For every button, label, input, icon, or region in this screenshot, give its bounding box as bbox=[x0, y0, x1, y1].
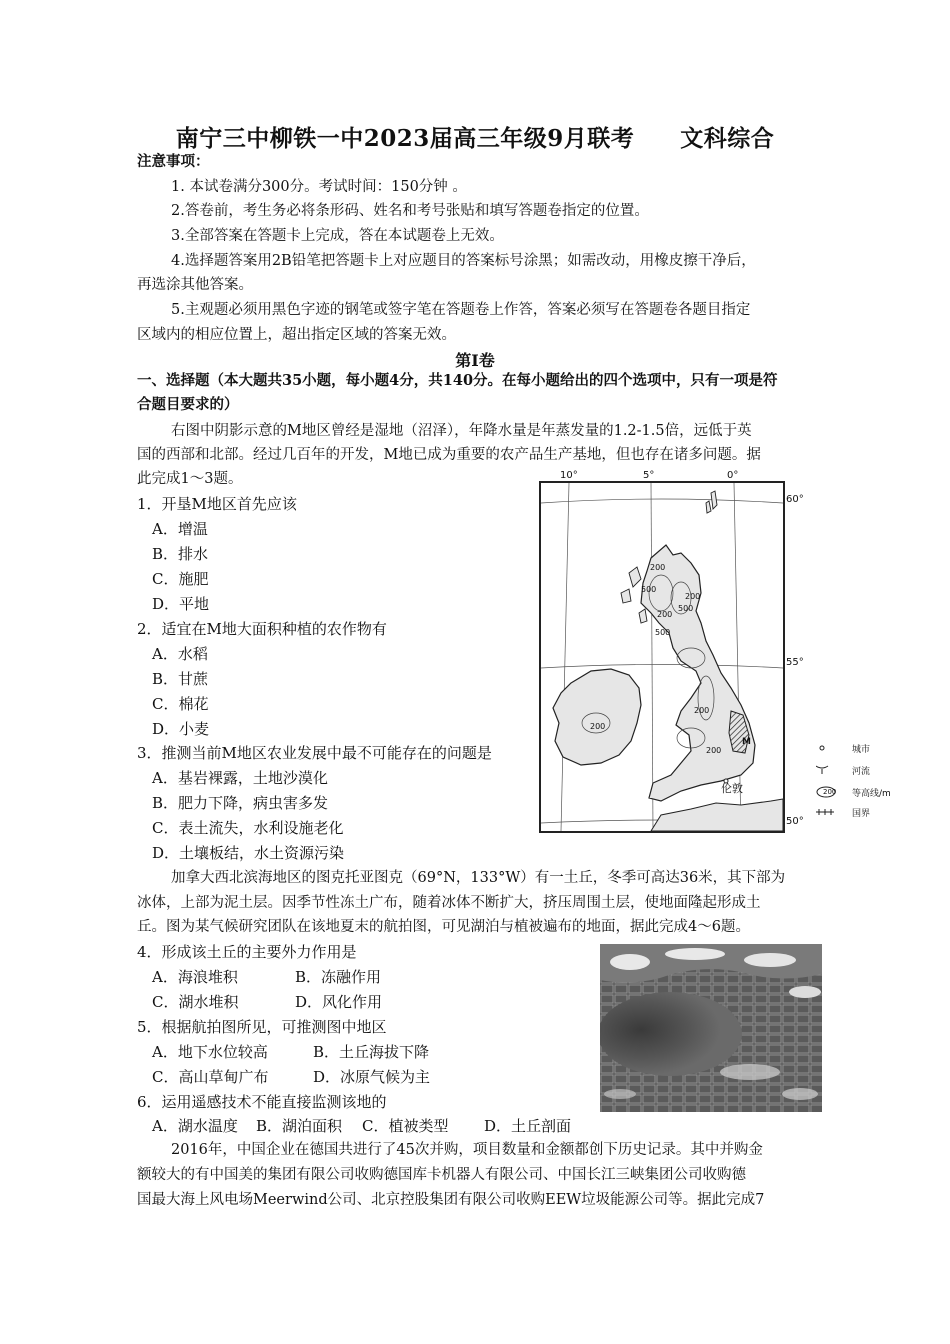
q6-option-c: C．植被类型 bbox=[362, 1117, 449, 1135]
q3-option-a: A．基岩裸露，土地沙漠化 bbox=[152, 769, 328, 787]
q1-option-c: C．施肥 bbox=[152, 570, 209, 588]
q4-option-b: B．冻融作用 bbox=[295, 968, 382, 986]
volume-heading: 第Ⅰ卷 bbox=[455, 351, 495, 370]
passage3-line-3: 国最大海上风电场Meerwind公司、北京控股集团有限公司收购EEW垃圾能源公司等。据此完成7 bbox=[137, 1192, 765, 1208]
passage2-line-3: 丘。图为某气候研究团队在该地夏末的航拍图，可见湖泊与植被遍布的地面，据此完成4～6题。 bbox=[137, 919, 750, 935]
passage3-line-1: 2016年，中国企业在德国共进行了45次并购，项目数量和金额都创下历史记录。其中并购金 bbox=[171, 1142, 763, 1158]
q6-option-d: D．土丘剖面 bbox=[484, 1117, 572, 1135]
notice-item-2: 2.答卷前，考生务必将条形码、姓名和考号张贴和填写答题卷指定的位置。 bbox=[171, 203, 649, 219]
q5-stem: 5．根据航拍图所见，可推测图中地区 bbox=[137, 1018, 387, 1036]
map-lat-label-50: 50° bbox=[786, 816, 804, 827]
britain-map bbox=[539, 481, 785, 833]
map-lon-label-0: 0° bbox=[727, 470, 739, 481]
q2-option-a: A．水稻 bbox=[152, 645, 208, 663]
notice-item-1: 1. 本试卷满分300分。考试时间：150分钟 。 bbox=[171, 179, 467, 195]
q2-option-d: D．小麦 bbox=[152, 720, 210, 738]
london-label: 伦敦 bbox=[721, 782, 743, 795]
map-lon-label-5: 5° bbox=[643, 470, 655, 481]
contour-label: 500 bbox=[678, 604, 694, 613]
q5-option-b: B．土丘海拔下降 bbox=[313, 1043, 430, 1061]
legend-contour: 等高线/m bbox=[852, 789, 891, 799]
q6-stem: 6．运用遥感技术不能直接监测该地的 bbox=[137, 1093, 387, 1111]
passage3-line-2: 额较大的有中国美的集团有限公司收购德国库卡机器人有限公司、中国长江三峡集团公司收购德 bbox=[137, 1167, 746, 1183]
notice-item-5-cont: 区域内的相应位置上，超出指定区域的答案无效。 bbox=[137, 327, 456, 343]
map-lat-label-60: 60° bbox=[786, 494, 804, 505]
britain-map-graphic bbox=[541, 483, 783, 831]
q6-option-b: B．湖泊面积 bbox=[256, 1117, 343, 1135]
contour-label: 200 bbox=[590, 722, 606, 731]
section-instruction: 一、选择题（本大题共35小题，每小题4分，共140分。在每小题给出的四个选项中，只有一项是符 bbox=[137, 372, 778, 389]
q3-option-d: D．土壤板结，水土资源污染 bbox=[152, 844, 345, 862]
notice-item-3: 3.全部答案在答题卡上完成，答在本试题卷上无效。 bbox=[171, 228, 504, 244]
passage1-line-1: 右图中阴影示意的M地区曾经是湿地（沼泽），年降水量是年蒸发量的1.2-1.5倍，远低于英 bbox=[171, 423, 752, 439]
legend-contour-value: 200 bbox=[823, 788, 837, 796]
contour-label: 500 bbox=[641, 585, 657, 594]
ireland-shape bbox=[553, 669, 641, 765]
passage1-line-2: 国的西部和北部。经过几百年的开发，M地已成为重要的农产品生产基地，但也存在诸多问题。据 bbox=[137, 447, 761, 463]
map-lat-label-55: 55° bbox=[786, 657, 804, 668]
notice-item-4: 4.选择题答案用2B铅笔把答题卡上对应题目的答案标号涂黑；如需改动，用橡皮擦干净后， bbox=[171, 253, 756, 269]
q1-option-d: D．平地 bbox=[152, 595, 210, 613]
passage1-line-3: 此完成1～3题。 bbox=[137, 471, 243, 487]
notice-heading: 注意事项： bbox=[137, 153, 210, 170]
q5-option-c: C．高山草甸广布 bbox=[152, 1068, 269, 1086]
exam-subject: 文科综合 bbox=[680, 125, 775, 152]
contour-label: 200 bbox=[694, 706, 710, 715]
legend-border: 国界 bbox=[852, 809, 871, 819]
notice-item-4-cont: 再选涂其他答案。 bbox=[137, 277, 253, 293]
aerial-photo-graphic bbox=[600, 944, 822, 1112]
q3-option-c: C．表土流失，水利设施老化 bbox=[152, 819, 344, 837]
m-region-label: M bbox=[742, 737, 751, 747]
contour-label: 200 bbox=[706, 746, 722, 755]
exam-title bbox=[0, 120, 950, 153]
passage2-line-2: 冰体，上部为泥土层。因季节性冻土广布，随着冰体不断扩大，挤压周围土层，使地面隆起形成土 bbox=[137, 895, 761, 911]
q4-option-c: C．湖水堆积 bbox=[152, 993, 239, 1011]
q4-stem: 4．形成该土丘的主要外力作用是 bbox=[137, 943, 357, 961]
q3-option-b: B．肥力下降，病虫害多发 bbox=[152, 794, 329, 812]
q5-option-a: A．地下水位较高 bbox=[152, 1043, 268, 1061]
q2-option-b: B．甘蔗 bbox=[152, 670, 209, 688]
contour-label: 500 bbox=[655, 628, 671, 637]
contour-label: 200 bbox=[657, 610, 673, 619]
q2-stem: 2．适宜在M地大面积种植的农作物有 bbox=[137, 620, 387, 638]
q5-option-d: D．冰原气候为主 bbox=[313, 1068, 431, 1086]
city-legend-icon bbox=[820, 746, 824, 750]
legend-city: 城市 bbox=[852, 745, 871, 755]
q1-option-a: A．增温 bbox=[152, 520, 208, 538]
q1-option-b: B．排水 bbox=[152, 545, 209, 563]
legend-river: 河流 bbox=[852, 767, 871, 777]
map-lon-label-10: 10° bbox=[560, 470, 578, 481]
contour-label: 200 bbox=[650, 563, 666, 572]
notice-item-5: 5.主观题必须用黑色字迹的钢笔或签字笔在答题卷上作答，答案必须写在答题卷各题目指定 bbox=[171, 302, 751, 318]
q2-option-c: C．棉花 bbox=[152, 695, 209, 713]
legend-symbols bbox=[816, 740, 838, 830]
exam-title-text: 南宁三中柳铁一中2023届高三年级9月联考 bbox=[175, 125, 635, 152]
section-instruction-cont: 合题目要求的） bbox=[137, 396, 239, 413]
passage2-line-1: 加拿大西北滨海地区的图克托亚图克（69°N，133°W）有一土丘，冬季可高达36米，其下部为 bbox=[171, 870, 786, 886]
aerial-photo bbox=[600, 944, 822, 1112]
contour-label: 200 bbox=[685, 592, 701, 601]
q6-option-a: A．湖水温度 bbox=[152, 1117, 238, 1135]
q4-option-d: D．风化作用 bbox=[295, 993, 383, 1011]
q1-stem: 1．开垦M地区首先应该 bbox=[137, 495, 297, 513]
q3-stem: 3．推测当前M地区农业发展中最不可能存在的问题是 bbox=[137, 744, 492, 762]
q4-option-a: A．海浪堆积 bbox=[152, 968, 238, 986]
river-legend-icon bbox=[816, 766, 828, 774]
border-legend-icon bbox=[816, 809, 834, 815]
